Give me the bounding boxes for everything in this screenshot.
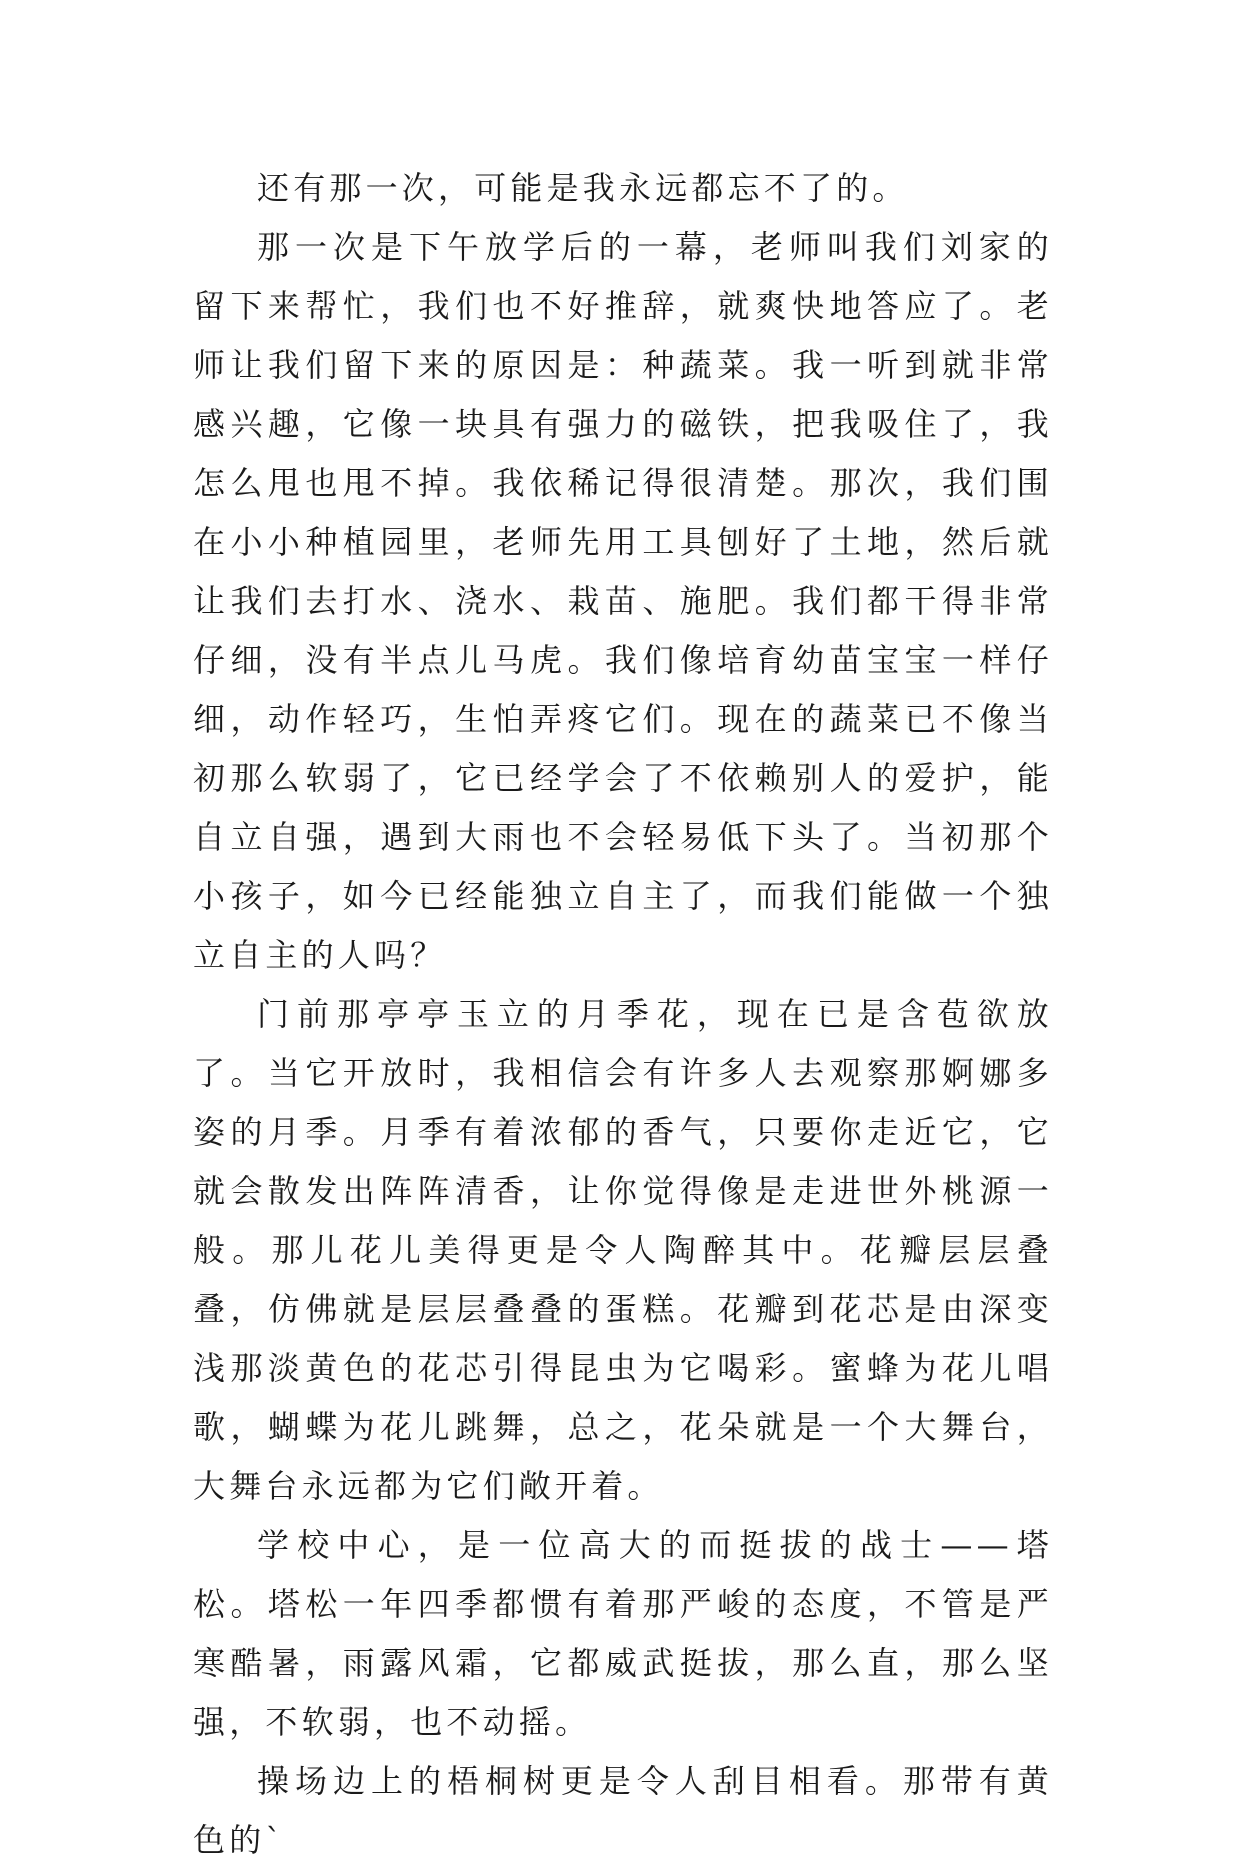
paragraph-1: 还有那一次，可能是我永远都忘不了的。 (257, 169, 909, 207)
paragraph-5: 操场边上的梧桐树更是令人刮目相看。那带有黄色的` (193, 1762, 1053, 1859)
paragraph-4: 学校中心，是一位高大的而挺拔的战士——塔松。塔松一年四季都惯有着那严峻的态度，不管是严寒酷暑，雨露风霜，它都威武挺拔，那么直，那么坚强，不软弱，也不动摇。 (193, 1526, 1053, 1741)
paragraph-3: 门前那亭亭玉立的月季花，现在已是含苞欲放了。当它开放时，我相信会有许多人去观察那婀娜多姿的月季。月季有着浓郁的香气，只要你走近它，它就会散发出阵阵清香，让你觉得像是走进世外桃源一般。那儿花儿美得更是令人陶醉其中。花瓣层层叠叠，仿佛就是层层叠叠的蛋糕。花瓣到花芯是由深变浅那淡黄色的花芯引得昆虫为它喝彩。蜜蜂为花儿唱歌，蝴蝶为花儿跳舞，总之，花朵就是一个大舞台，大舞台永远都为它们敞开着。 (193, 995, 1053, 1505)
document-body (193, 159, 1053, 1870)
paragraph-2: 那一次是下午放学后的一幕，老师叫我们刘家的留下来帮忙，我们也不好推辞，就爽快地答应了。老师让我们留下来的原因是：种蔬菜。我一听到就非常感兴趣，它像一块具有强力的磁铁，把我吸住了，我怎么甩也甩不掉。我依稀记得很清楚。那次，我们围在小小种植园里，老师先用工具刨好了土地，然后就让我们去打水、浇水、栽苗、施肥。我们都干得非常仔细，没有半点儿马虎。我们像培育幼苗宝宝一样仔细，动作轻巧，生怕弄疼它们。现在的蔬菜已不像当初那么软弱了，它已经学会了不依赖别人的爱护，能自立自强，遇到大雨也不会轻易低下头了。当初那个小孩子，如今已经能独立自主了，而我们能做一个独立自主的人吗？ (193, 228, 1053, 974)
